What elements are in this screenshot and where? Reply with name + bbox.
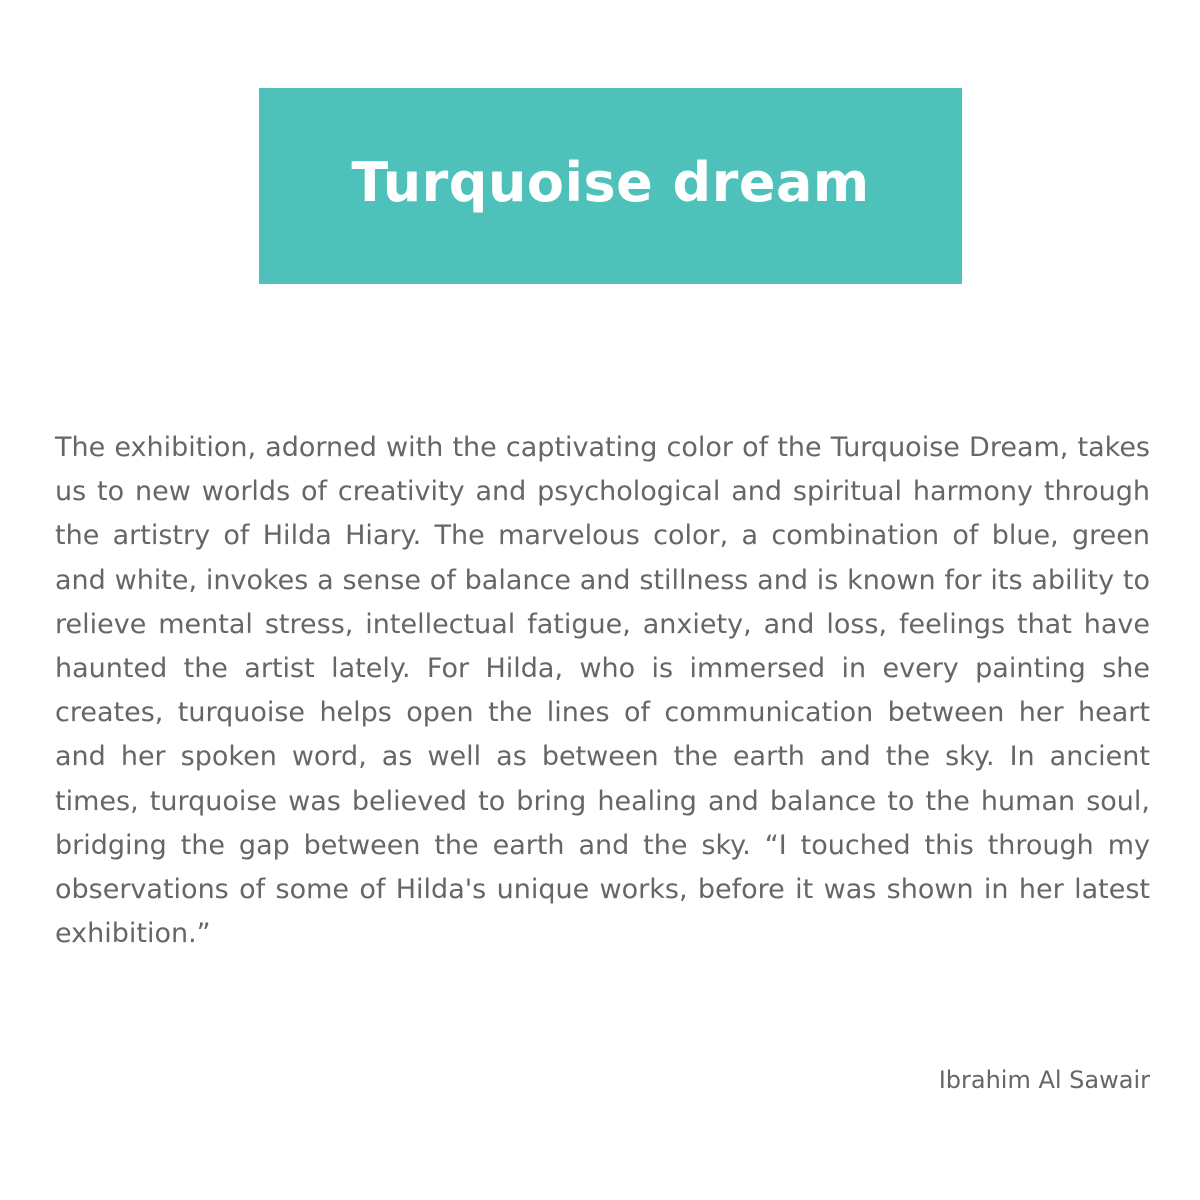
author-signature: Ibrahim Al Sawair xyxy=(938,1066,1150,1094)
title-banner xyxy=(259,88,962,284)
body-paragraph: The exhibition, adorned with the captivating color of the Turquoise Dream, takes us to new worlds of creativity and psychological and spiritual harmony through the artistry of Hilda Hiary. The marvelous color, a combination of blue, green and white, invokes a sense of balance and stillness and is known for its ability to relieve mental stress, intellectual fatigue, anxiety, and loss, feelings that have haunted the artist lately. For Hilda, who is immersed in every painting she creates, turquoise helps open the lines of communication between her heart and her spoken word, as well as between the earth and the sky. In ancient times, turquoise was believed to bring healing and balance to the human soul, bridging the gap between the earth and the sky. “I touched this through my observations of some of Hilda's unique works, before it was shown in her latest exhibition.” xyxy=(55,432,1150,950)
page-title: Turquoise dream xyxy=(351,150,870,214)
